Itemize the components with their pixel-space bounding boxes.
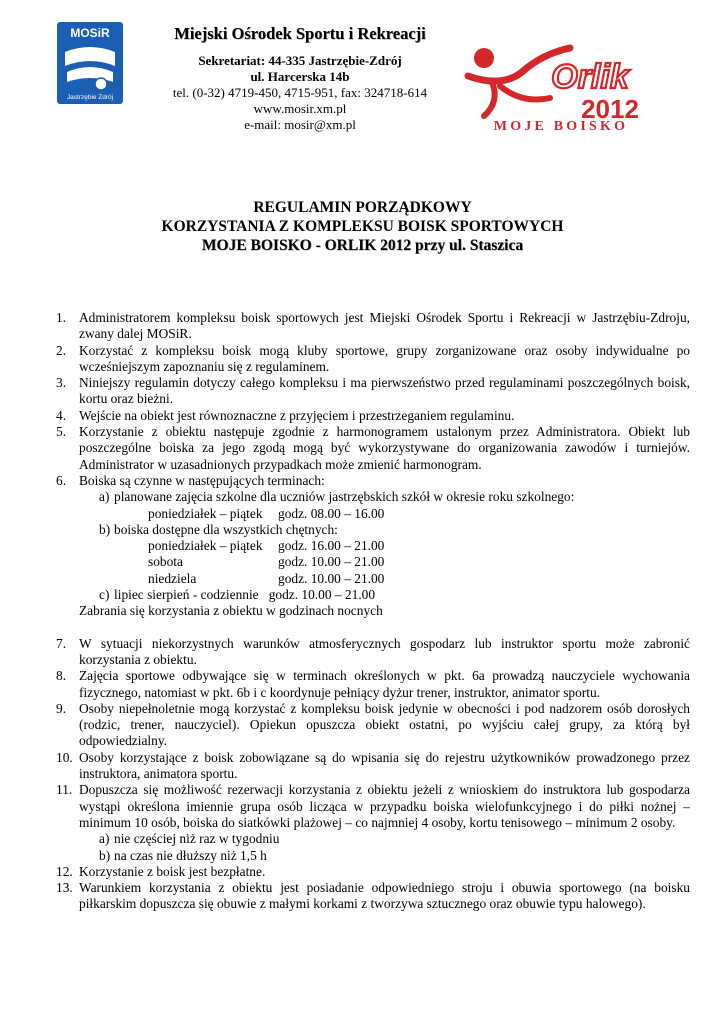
- rule-text: Niniejszy regulamin dotyczy całego kompleksu i ma pierwszeństwo przed regulaminami poszczególnych boisk, kortu oraz bieżni.: [79, 375, 690, 407]
- rule-item: [56, 343, 690, 376]
- phone-fax: tel. (0-32) 4719-450, 4715-951, fax: 324718-614: [172, 85, 428, 100]
- rule-item: [56, 782, 690, 831]
- sub-text: planowane zajęcia szkolne dla uczniów jastrzębskich szkół w okresie roku szkolnego:: [114, 489, 575, 505]
- document-title: [40, 198, 685, 255]
- website: www.mosir.xm.pl: [253, 101, 347, 116]
- rule-item-schedule: [56, 473, 690, 489]
- rule-number: 8.: [56, 668, 67, 684]
- sub-letter: a): [99, 489, 110, 505]
- schedule-time: godz. 10.00 – 21.00: [278, 554, 385, 570]
- title-line-1: REGULAMIN PORZĄDKOWY: [253, 199, 472, 216]
- rule-text: Osoby niepełnoletnie mogą korzystać z kompleksu boisk jedynie w obecności i pod nadzorem osób dorosłych (rodzic, trener, nauczyciel). Opiekun opuszcza obiekt ostatni, po wyjściu całej grupy, za którą był odpowiedzialny.: [79, 700, 690, 749]
- rule-number: 3.: [56, 375, 67, 391]
- rule-item: [56, 424, 690, 473]
- rule-item: [56, 701, 690, 750]
- rule-number: 12.: [56, 863, 73, 879]
- schedule-day: niedziela: [148, 570, 197, 586]
- title-line-3: MOJE BOISKO - ORLIK 2012 przy ul. Staszica: [201, 237, 524, 254]
- rule-text: Zajęcia sportowe odbywające się w terminach określonych w pkt. 6a prowadzą nauczyciele wychowania fizycznego, natomiast w pkt. 6b i c koordynuje pełniący dyżur trener, instruktor, animator sportu.: [79, 668, 690, 700]
- rule-text: Korzystanie z boisk jest bezpłatne.: [79, 863, 266, 879]
- street-address: ul. Harcerska 14b: [250, 69, 350, 84]
- schedule-c: [56, 587, 690, 603]
- orlik-logo-year: 2012: [581, 94, 639, 124]
- rule-text: Dopuszcza się możliwość rezerwacji korzystania z obiektu jeżeli z wnioskiem do instruktora lub gospodarza wystąpi określona imiennie grupa osób licząca w przypadku boiska wielofunkcyjnego i do piłki nożnej – minimum 10 osób, boiska do siatkówki plażowej – co najmniej 4 osoby, kortu tenisowego – minimum 2 osoby.: [79, 782, 690, 830]
- rule-text: Boiska są czynne w następujących terminach:: [79, 472, 325, 488]
- orlik-logo-word: Orlik: [551, 58, 629, 96]
- rule-text: Korzystać z kompleksu boisk mogą kluby sportowe, grupy zorganizowane oraz osoby indywidualne po wcześniejszym zapoznaniu się z regulaminem.: [79, 342, 690, 374]
- rule-number: 13.: [56, 880, 73, 896]
- org-title: Miejski Ośrodek Sportu i Rekreacji: [174, 24, 426, 43]
- sub-letter: c): [99, 587, 110, 603]
- rule-text: Warunkiem korzystania z obiektu jest posiadanie odpowiedniego stroju i obuwia sportowego (na boisku piłkarskim dopuszcza się obuwie z małymi korkami z tworzywa sztucznego oraz obuwie typu halowego).: [79, 880, 690, 912]
- rule-item: [56, 408, 690, 424]
- title-line-2: KORZYSTANIA Z KOMPLEKSU BOISK SPORTOWYCH: [161, 218, 564, 235]
- rule-text: Korzystanie z obiektu następuje zgodnie z harmonogramem ustalonym przez Administratora. Obiekt lub poszczególne boiska za jego zgodą mogą być wykorzystywane do organizowania zawodów i turniejów. Administrator w uzasadnionych przypadkach może zmienić harmonogram.: [79, 424, 690, 472]
- rule-number: 11.: [56, 782, 73, 798]
- night-ban-note: Zabrania się korzystania z obiektu w godzinach nocnych: [79, 603, 383, 619]
- schedule-row: [56, 554, 690, 570]
- rule-number: 10.: [56, 749, 73, 765]
- rule-item: [56, 375, 690, 408]
- reservation-a: [56, 831, 690, 847]
- rule-item: [56, 750, 690, 783]
- rule-item: [56, 880, 690, 913]
- email: e-mail: mosir@xm.pl: [244, 117, 356, 132]
- rule-item: [56, 310, 690, 343]
- schedule-day: sobota: [148, 554, 183, 570]
- sub-letter: a): [99, 831, 110, 847]
- org-header: [140, 24, 460, 133]
- reservation-b: [56, 848, 690, 864]
- rule-number: 1.: [56, 310, 67, 325]
- spacer: [56, 620, 690, 636]
- sub-letter: b): [99, 521, 111, 537]
- sub-text: lipiec sierpień - codziennie: [114, 587, 259, 603]
- rules-list: [56, 310, 690, 913]
- rule-text: Osoby korzystające z boisk zobowiązane są do wpisania się do rejestru użytkowników prowadzonego przez instruktora, animatora sportu.: [79, 749, 690, 782]
- mosir-logo: [57, 22, 123, 104]
- rule-number: 4.: [56, 407, 67, 423]
- sub-text: na czas nie dłuższy niż 1,5 h: [114, 847, 267, 863]
- rule-text: Administratorem kompleksu boisk sportowych jest Miejski Ośrodek Sportu i Rekreacji w Jastrzębiu-Zdroju, zwany dalej MOSiR.: [79, 310, 690, 342]
- rule-number: 5.: [56, 424, 67, 440]
- schedule-time: godz. 10.00 – 21.00: [278, 570, 385, 586]
- rule-number: 9.: [56, 700, 67, 716]
- rule-item: [56, 636, 690, 669]
- sub-text: boiska dostępne dla wszystkich chętnych:: [114, 521, 338, 537]
- mosir-logo-city: Jastrzębie Zdrój: [66, 94, 114, 101]
- schedule-row: [56, 506, 690, 522]
- schedule-row: [56, 538, 690, 554]
- orlik-caption: MOJE BOISKO: [493, 119, 629, 134]
- schedule-b: [56, 522, 690, 538]
- schedule-time: godz. 16.00 – 21.00: [278, 538, 385, 554]
- schedule-day: poniedziałek – piątek: [148, 538, 263, 554]
- rule-text: Wejście na obiekt jest równoznaczne z przyjęciem i przestrzeganiem regulaminu.: [79, 407, 515, 423]
- sub-text: nie częściej niż raz w tygodniu: [114, 831, 280, 847]
- rule-item: [56, 864, 690, 880]
- rule-number: 6.: [56, 472, 67, 488]
- schedule-time: godz. 08.00 – 16.00: [278, 505, 385, 521]
- secretariat-address: Sekretariat: 44-335 Jastrzębie-Zdrój: [198, 53, 402, 68]
- rule-item: [56, 668, 690, 701]
- sub-letter: b): [99, 847, 111, 863]
- schedule-row: [56, 571, 690, 587]
- schedule-a: [56, 489, 690, 505]
- schedule-time: godz. 10.00 – 21.00: [268, 587, 376, 603]
- mosir-logo-text: MOSiR: [70, 26, 110, 40]
- schedule-day: poniedziałek – piątek: [148, 505, 263, 521]
- rule-text: W sytuacji niekorzystnych warunków atmosferycznych gospodarz lub instruktor sportu może zabronić korzystania z obiektu.: [79, 635, 690, 667]
- rule-number: 2.: [56, 342, 67, 358]
- rule-number: 7.: [56, 635, 67, 651]
